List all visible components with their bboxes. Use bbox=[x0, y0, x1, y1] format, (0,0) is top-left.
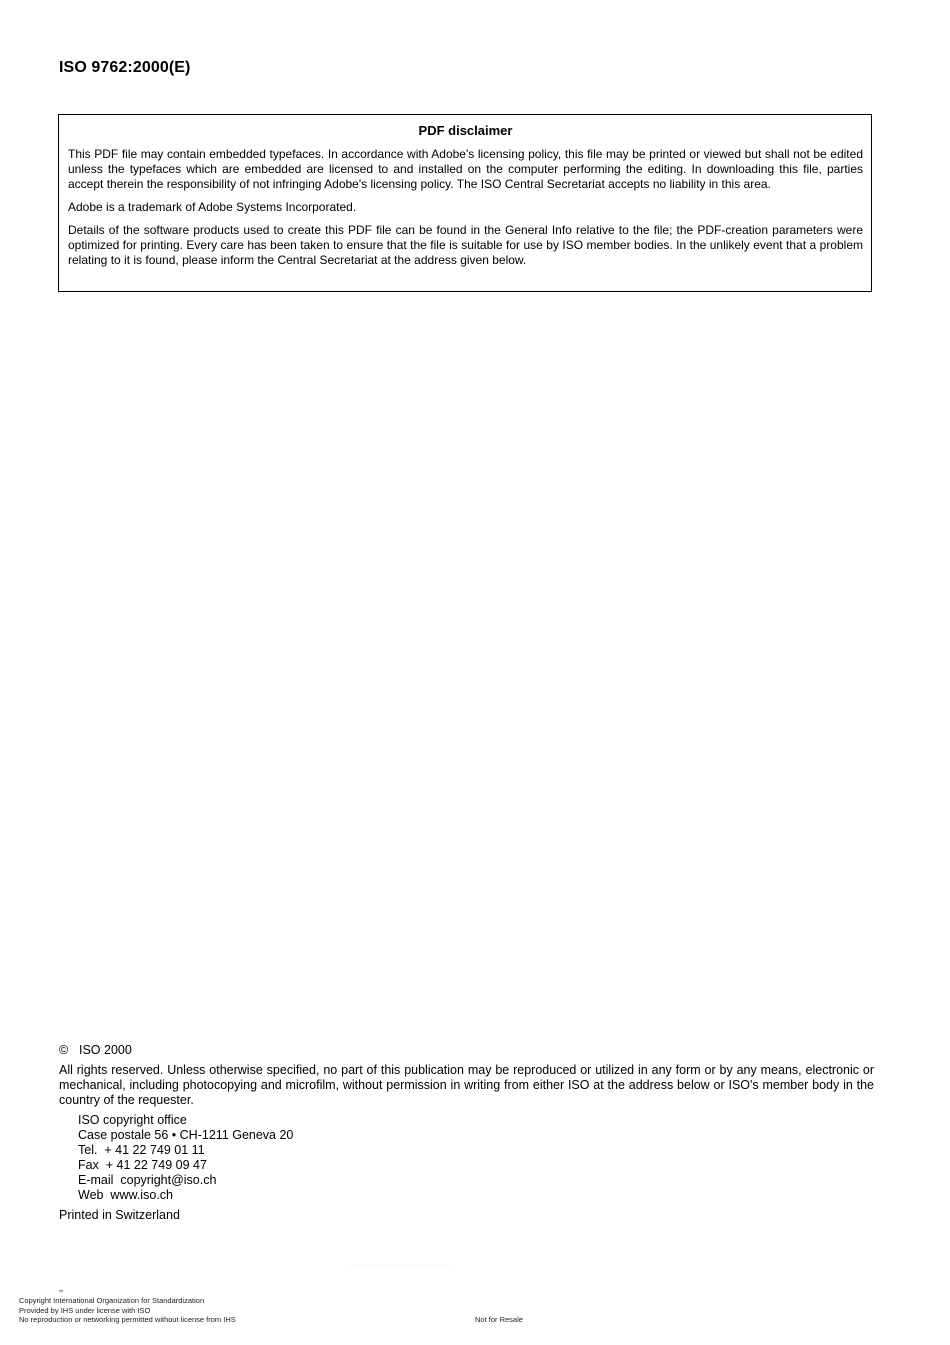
footer-line-copyright: Copyright International Organization for Standardization bbox=[19, 1296, 205, 1305]
office-postal: Case postale 56 • CH-1211 Geneva 20 bbox=[78, 1128, 294, 1142]
office-name: ISO copyright office bbox=[78, 1113, 187, 1127]
scan-artifact-dots: · · · · · · · · · · · · · · · · · · · · · · · · · bbox=[350, 1263, 450, 1269]
not-for-resale: Not for Resale bbox=[475, 1315, 523, 1324]
office-tel: Tel. + 41 22 749 01 11 bbox=[78, 1143, 205, 1157]
license-footer bbox=[19, 1296, 236, 1325]
disclaimer-paragraph-trademark: Adobe is a trademark of Adobe Systems Incorporated. bbox=[68, 200, 357, 214]
disclaimer-paragraph-typefaces: This PDF file may contain embedded typefaces. In accordance with Adobe's licensing policy, this file may be printed or viewed but shall not be edited unless the typefaces which are embedded are licensed to and installed on the computer performing the editing. In downloading this file, parties accept therein the responsibility of not infringing Adobe's licensing policy. The ISO Central Secretariat accepts no liability in this area. bbox=[68, 147, 863, 191]
copyright-symbol: © bbox=[59, 1043, 69, 1057]
office-fax: Fax + 41 22 749 09 47 bbox=[78, 1158, 207, 1172]
document-id: ISO 9762:2000(E) bbox=[59, 59, 191, 76]
copyright-line bbox=[59, 1043, 874, 1058]
copyright-section bbox=[59, 1043, 874, 1223]
footer-line-provider: Provided by IHS under license with ISO bbox=[19, 1305, 151, 1315]
copyright-office-address bbox=[78, 1113, 874, 1203]
office-email: E-mail copyright@iso.ch bbox=[78, 1173, 217, 1187]
disclaimer-title: PDF disclaimer bbox=[418, 123, 513, 138]
disclaimer-paragraph-software: Details of the software products used to create this PDF file can be found in the General Info relative to the file; the PDF-creation parameters were optimized for printing. Every care has been taken to ensure that the file is suitable for use by ISO member bodies. In the unlikely event that a problem relating to it is found, please inform the Central Secretariat at the address given below. bbox=[68, 223, 863, 267]
footer-line-reproduction: No reproduction or networking permitted without license from IHS bbox=[19, 1315, 236, 1324]
printed-in: Printed in Switzerland bbox=[59, 1208, 180, 1222]
pdf-disclaimer-box bbox=[58, 114, 872, 292]
rights-statement: All rights reserved. Unless otherwise specified, no part of this publication may be reproduced or utilized in any form or by any means, electronic or mechanical, including photocopying and microfilm, without permission in writing from either ISO at the address below or ISO's member body in the country of the requester. bbox=[59, 1063, 874, 1107]
copyright-year: ISO 2000 bbox=[79, 1043, 132, 1057]
office-web: Web www.iso.ch bbox=[78, 1188, 173, 1202]
footer-mark: ,, bbox=[59, 1286, 63, 1293]
